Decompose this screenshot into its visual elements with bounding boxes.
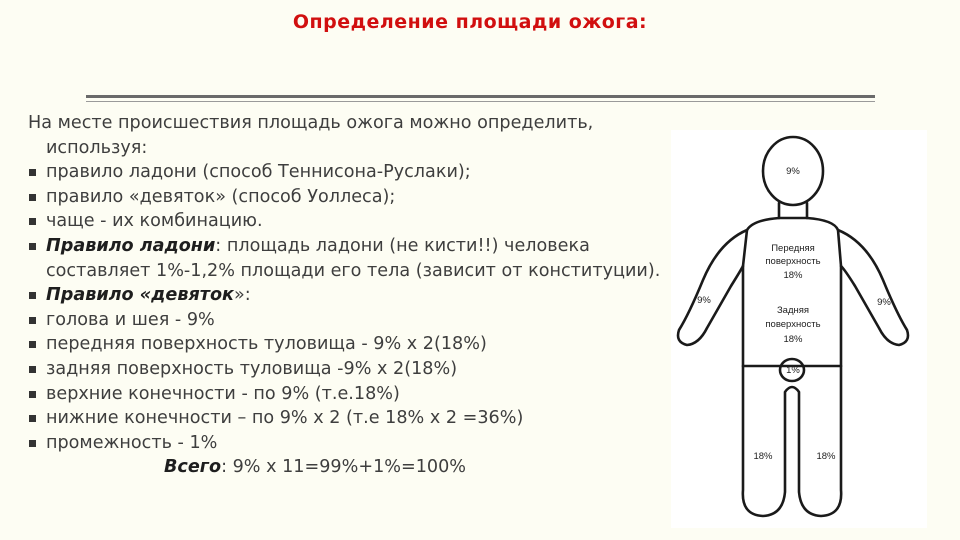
body-outline-svg <box>671 130 927 528</box>
left-leg-label: 18% <box>753 451 773 462</box>
nines-text: верхние конечности - по 9% (т.е.18%) <box>46 383 400 404</box>
nines-text: передняя поверхность туловища - 9% х 2(18%) <box>46 334 487 355</box>
trunk-front-label-2: поверхность <box>765 256 821 267</box>
head-label: 9% <box>786 166 800 177</box>
body-diagram <box>671 130 927 528</box>
trunk-front-value: 18% <box>783 270 803 281</box>
trunk-back-label-2: поверхность <box>765 319 821 330</box>
right-arm-outline <box>838 230 908 345</box>
palm-rule-text: : площадь ладони (не кисти!!) человека составляет 1%-1,2% площади его тела (зависит от конституции). <box>46 235 661 281</box>
nines-text: промежность - 1% <box>46 432 218 453</box>
nines-text: голова и шея - 9% <box>46 309 215 330</box>
left-arm-outline <box>678 230 747 345</box>
trunk-front-label-1: Передняя <box>771 243 815 254</box>
list-item <box>28 160 668 185</box>
list-item <box>28 357 668 382</box>
list-item <box>28 332 668 357</box>
list-item <box>28 382 668 407</box>
list-item <box>28 209 668 234</box>
nines-rule-term: Правило «девяток <box>46 285 234 306</box>
methods-list <box>28 160 668 455</box>
slide-title: Определение площади ожога: <box>292 11 648 33</box>
palm-rule-item <box>28 234 668 283</box>
method-text: правило «девяток» (способ Уоллеса); <box>46 186 396 207</box>
method-text: правило ладони (способ Теннисона-Руслаки); <box>46 162 471 183</box>
title-divider-thick <box>86 95 875 98</box>
nines-rule-text: »: <box>233 285 251 306</box>
right-leg-label: 18% <box>816 451 836 462</box>
list-item <box>28 185 668 210</box>
list-item <box>28 431 668 456</box>
perineum-label: 1% <box>786 365 800 376</box>
nines-text: нижние конечности – по 9% х 2 (т.е 18% х 2 =36%) <box>46 408 524 429</box>
right-arm-label: 9% <box>877 297 891 308</box>
title-divider-thin <box>86 101 875 102</box>
slide-body <box>28 111 668 480</box>
legs-outline <box>743 366 841 516</box>
method-text: чаще - их комбинацию. <box>46 211 263 232</box>
total-term: Всего <box>164 457 222 478</box>
trunk-back-label-1: Задняя <box>776 305 810 316</box>
nines-text: задняя поверхность туловища -9% х 2(18%) <box>46 358 458 379</box>
list-item <box>28 308 668 333</box>
list-item <box>28 406 668 431</box>
left-arm-label: 9% <box>697 295 711 306</box>
nines-rule-item <box>28 283 668 308</box>
trunk-back-value: 18% <box>783 334 803 345</box>
total-text: : 9% х 11=99%+1%=100% <box>221 457 467 478</box>
palm-rule-term: Правило ладони <box>46 235 216 256</box>
total-line <box>28 455 668 480</box>
intro-text: На месте происшествия площадь ожога можно определить, используя: <box>28 113 594 158</box>
